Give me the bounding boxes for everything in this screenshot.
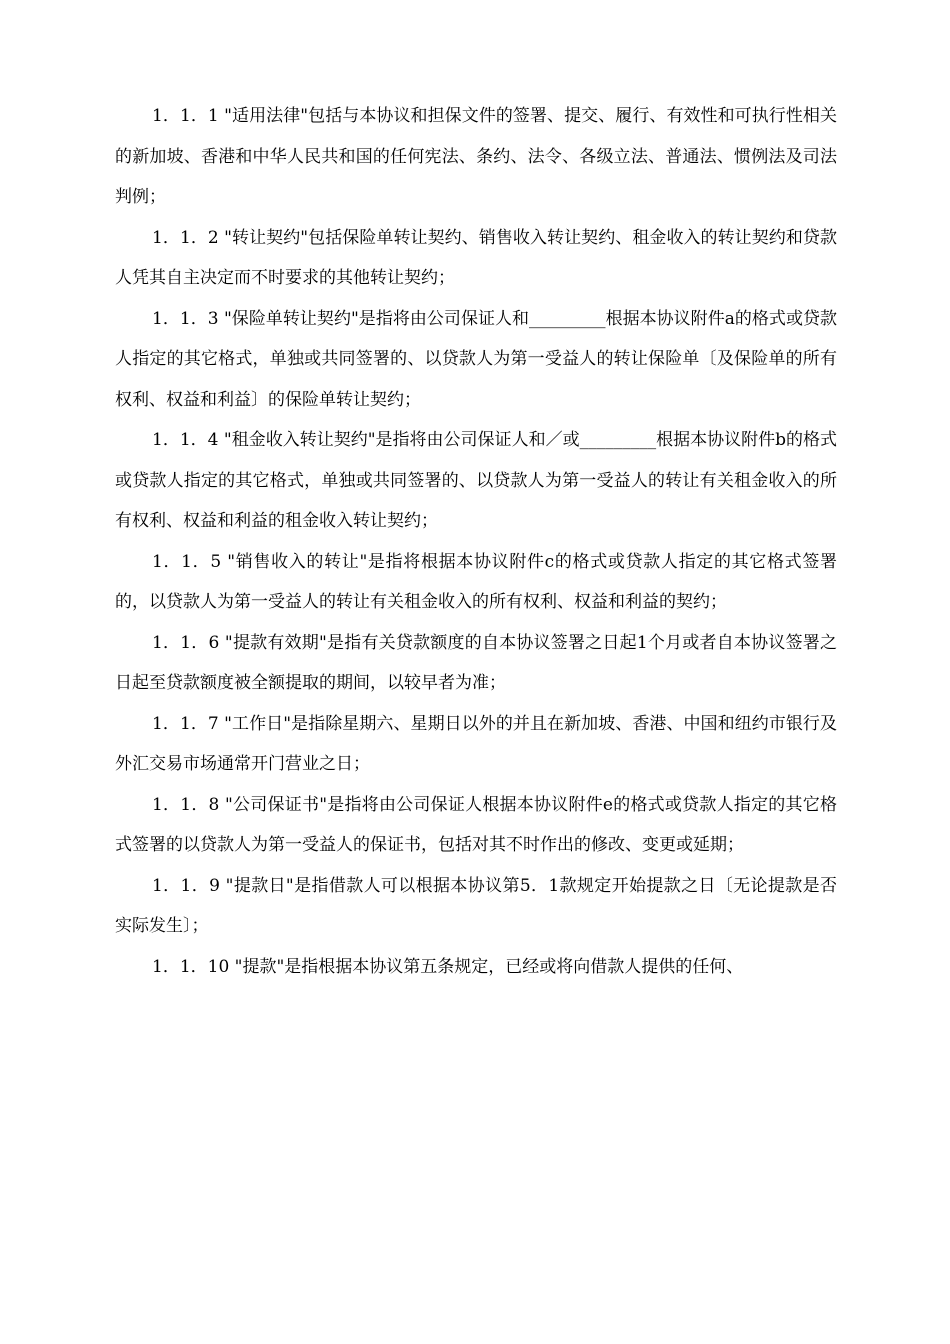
clause-1-1-1: 1．1．1 "适用法律"包括与本协议和担保文件的签署、提交、履行、有效性和可执行性相关的新加坡、香港和中华人民共和国的任何宪法、条约、法令、各级立法、普通法、惯例法及司法判例； — [115, 106, 837, 207]
clause-1-1-9: 1．1．9 "提款日"是指借款人可以根据本协议第5．1款规定开始提款之日〔无论提款是否实际发生〕； — [115, 875, 837, 936]
clause-1-1-2: 1．1．2 "转让契约"包括保险单转让契约、销售收入转让契约、租金收入的转让契约和贷款人凭其自主决定而不时要求的其他转让契约； — [115, 227, 837, 288]
clause-1-1-6: 1．1．6 "提款有效期"是指有关贷款额度的自本协议签署之日起1个月或者自本协议签署之日起至贷款额度被全额提取的期间，以较早者为准； — [115, 632, 837, 693]
clause-1-1-10: 1．1．10 "提款"是指根据本协议第五条规定，已经或将向借款人提供的任何、 — [152, 956, 744, 977]
clause-1-1-7: 1．1．7 "工作日"是指除星期六、星期日以外的并且在新加坡、香港、中国和纽约市银行及外汇交易市场通常开门营业之日； — [115, 713, 837, 774]
clause-1-1-5: 1．1．5 "销售收入的转让"是指将根据本协议附件c的格式或贷款人指定的其它格式签署的，以贷款人为第一受益人的转让有关租金收入的所有权利、权益和利益的契约； — [115, 551, 837, 612]
document-body — [115, 96, 837, 987]
clause-1-1-4: 1．1．4 "租金收入转让契约"是指将由公司保证人和／或_________根据本协议附件b的格式或贷款人指定的其它格式，单独或共同签署的、以贷款人为第一受益人的转让有关租金收入的所有权利、权益和利益的租金收入转让契约； — [115, 430, 837, 531]
clause-1-1-8: 1．1．8 "公司保证书"是指将由公司保证人根据本协议附件e的格式或贷款人指定的其它格式签署的以贷款人为第一受益人的保证书，包括对其不时作出的修改、变更或延期； — [115, 794, 837, 855]
clause-1-1-3: 1．1．3 "保险单转让契约"是指将由公司保证人和_________根据本协议附件a的格式或贷款人指定的其它格式，单独或共同签署的、以贷款人为第一受益人的转让保险单〔及保险单的所有权利、权益和利益〕的保险单转让契约； — [115, 308, 837, 410]
